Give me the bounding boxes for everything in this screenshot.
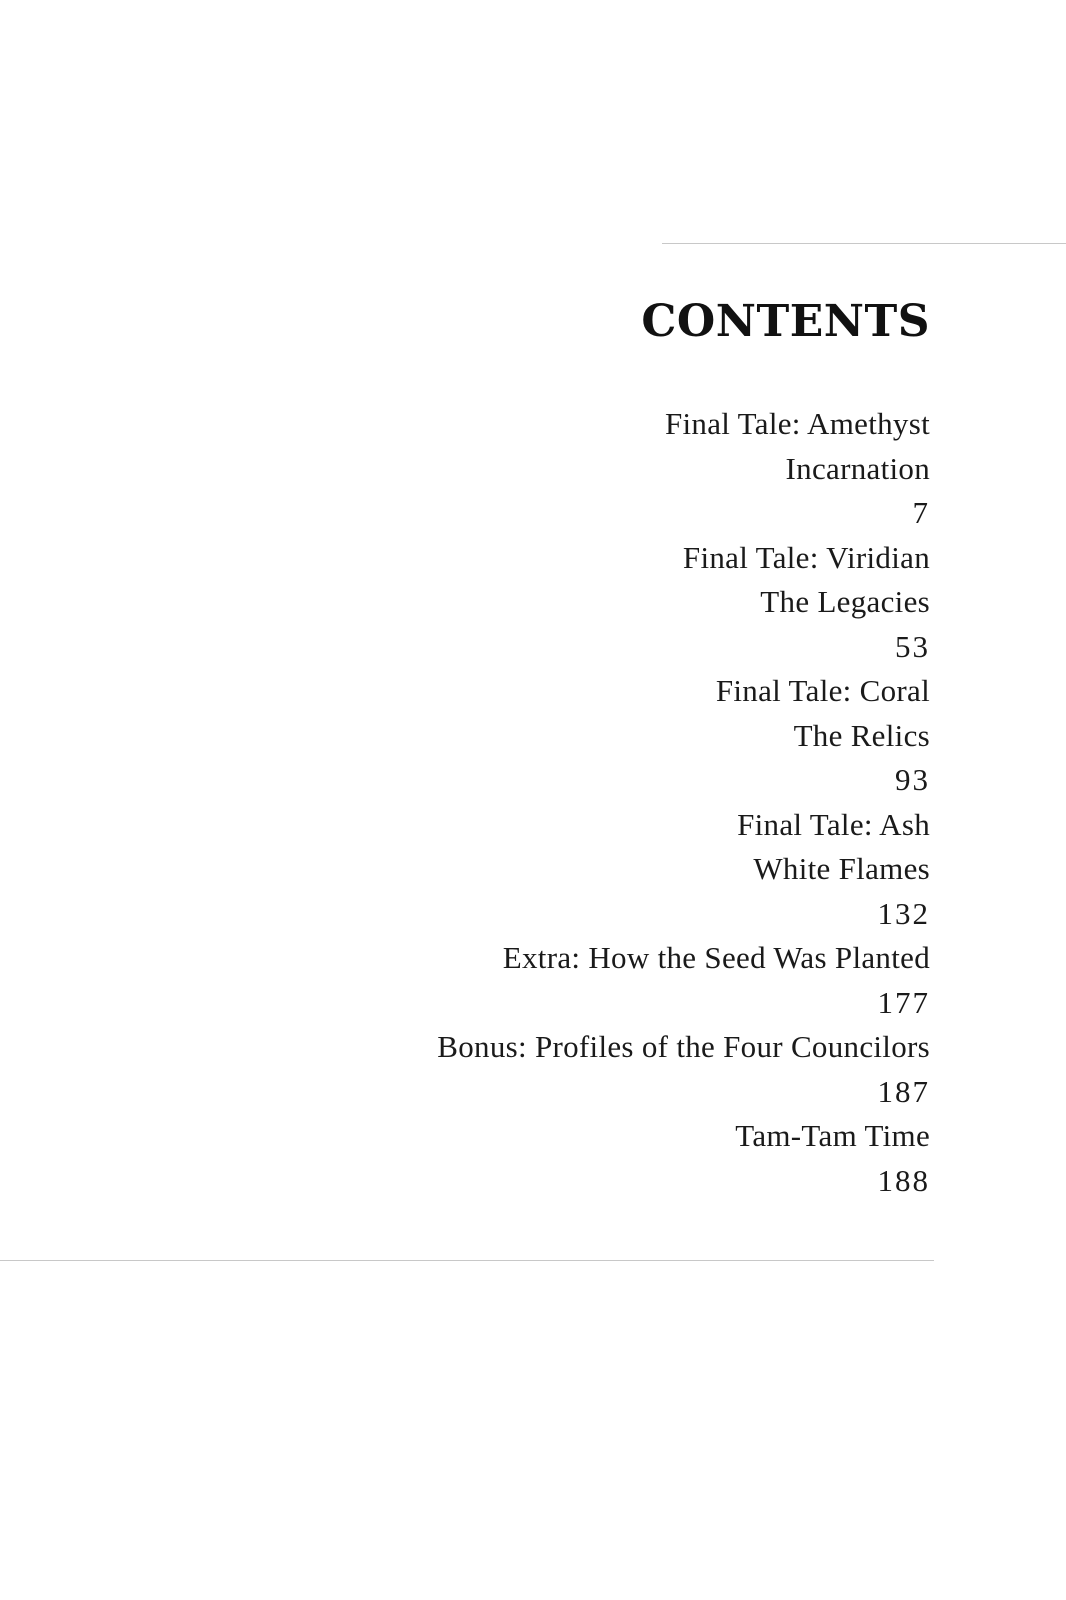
toc-entry-page-number: 132 [877,895,930,931]
toc-entry[interactable] [437,936,930,1025]
toc-entry[interactable] [437,669,930,803]
top-divider [662,243,1066,244]
toc-entry-page-number: 177 [877,984,930,1020]
toc-entry-title-line: Bonus: Profiles of the Four Councilors [437,1029,930,1064]
toc-entry-title-line: The Relics [793,717,930,753]
toc-entry-page-number: 53 [895,628,930,664]
toc-entry-title-line: Final Tale: Coral [715,673,930,708]
toc-entry-page-number: 187 [877,1073,930,1109]
toc-entry-title-line: White Flames [753,851,930,886]
toc-entry-title-line: Tam-Tam Time [735,1118,930,1153]
toc-entry[interactable] [437,1025,930,1114]
toc-entry-title-line: Final Tale: Viridian [682,539,930,575]
toc-entry-title-line: Final Tale: Amethyst [664,406,930,441]
toc-entry-page-number: 7 [912,495,930,530]
toc-entry-title-line: Extra: How the Seed Was Planted [502,940,930,975]
toc-entry[interactable] [437,1114,930,1203]
toc-entry[interactable] [437,402,930,536]
toc-entry-page-number: 188 [877,1162,930,1198]
toc-entry-title-line: Incarnation [785,450,930,486]
bottom-divider [0,1260,934,1261]
toc-entry-page-number: 93 [895,762,930,797]
toc-entry-title-line: Final Tale: Ash [737,806,930,842]
toc-entry-title-line: The Legacies [760,584,930,619]
toc-entry[interactable] [437,536,930,670]
table-of-contents [437,402,930,1203]
toc-entry[interactable] [437,803,930,937]
page-title: CONTENTS [641,296,930,347]
